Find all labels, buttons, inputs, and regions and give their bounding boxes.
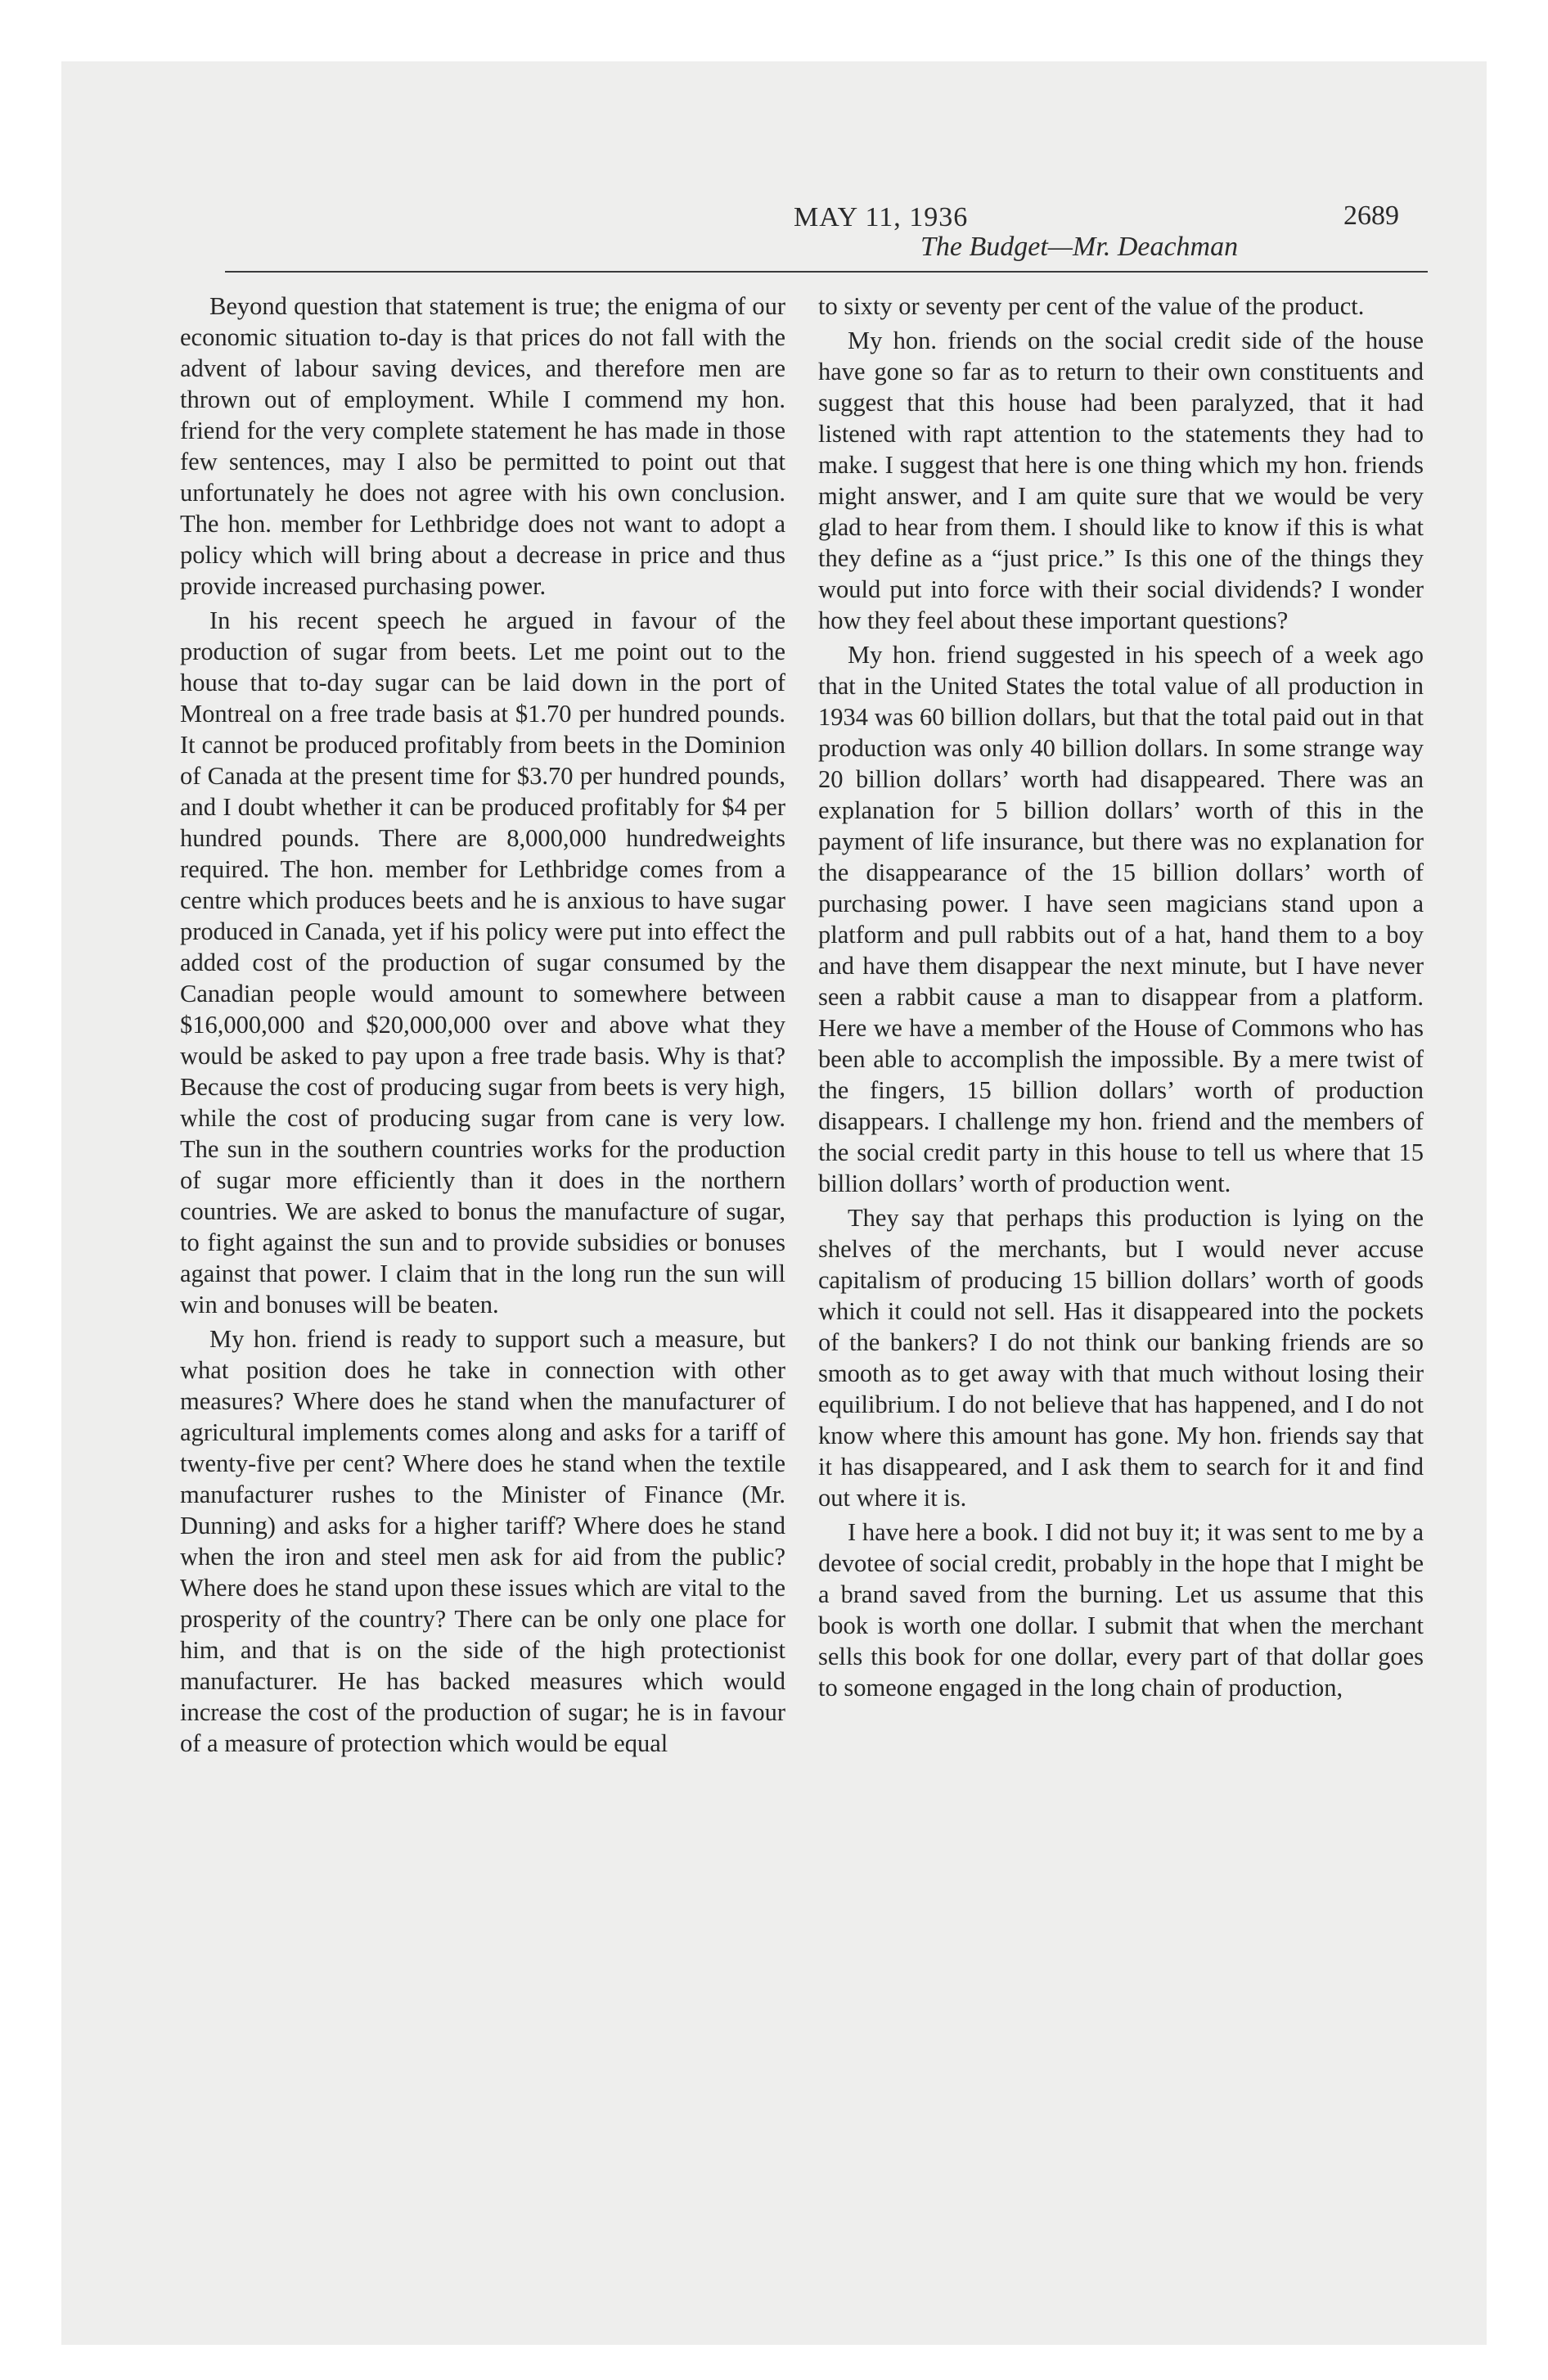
page-date: MAY 11, 1936 <box>794 202 969 232</box>
paragraph: They say that perhaps this production is lying on the shelves of the merchants, but I would never accuse capitalism of producing 15 billion dollars’ worth of goods which it could not sell. Has it disappeared into the pockets of the bankers? I do not think our banking friends are so smooth as to get away with that much without losing their equilibrium. I do not believe that has happened, and I do not know where this amount has gone. My hon. friends say that it has disappeared, and I ask them to search for it and find out where it is. <box>818 1204 1424 1512</box>
left-column <box>180 291 785 1762</box>
paragraph: Beyond question that statement is true; the enigma of our economic situation to-day is that prices do not fall with the advent of labour saving devices, and therefore men are thrown out of employment. While I commend my hon. friend for the very complete statement he has made in those few sentences, may I also be permitted to point out that unfortunately he does not agree with his own conclusion. The hon. member for Lethbridge does not want to adopt a policy which will bring about a decrease in price and thus provide increased purchasing power. <box>180 292 785 600</box>
page-header <box>225 143 1428 262</box>
paragraph: I have here a book. I did not buy it; it was sent to me by a devotee of social credit, probably in the hope that I might be a brand saved from the burning. Let us assume that this book is worth one dollar. I submit that when the merchant sells this book for one dollar, every part of that dollar goes to someone engaged in the long chain of production, <box>818 1518 1424 1702</box>
right-column <box>818 291 1424 1706</box>
scanned-page <box>61 61 1487 2345</box>
paragraph: My hon. friend suggested in his speech of a week ago that in the United States the total value of all production in 1934 was 60 billion dollars, but that the total paid out in that production was only 40 billion dollars. In some strange way 20 billion dollars’ worth had disappeared. There was an explanation for 5 billion dollars’ worth of this in the payment of life insurance, but there was no explanation for the disappearance of the 15 billion dollars’ worth of purchasing power. I have seen magicians stand upon a platform and pull rabbits out of a hat, hand them to a boy and have them disappear the next minute, but I have never seen a rabbit cause a man to disappear from a platform. Here we have a member of the House of Commons who has been able to accomplish the impossible. By a mere twist of the fingers, 15 billion dollars’ worth of production disappears. I challenge my hon. friend and the members of the social credit party in this house to tell us where that 15 billion dollars’ worth of production went. <box>818 641 1424 1197</box>
page-number: 2689 <box>1343 201 1399 231</box>
header-rule <box>225 271 1428 273</box>
paragraph: In his recent speech he argued in favour of the production of sugar from beets. Let me point out to the house that to-day sugar can be laid down in the port of Montreal on a free trade basis at $1.70 per hundred pounds. It cannot be produced profitably from beets in the Dominion of Canada at the present time for $3.70 per hundred pounds, and I doubt whether it can be produced profitably for $4 per hundred pounds. There are 8,000,000 hundredweights required. The hon. member for Lethbridge comes from a centre which produces beets and he is anxious to have sugar produced in Canada, yet if his policy were put into effect the added cost of the production of sugar consumed by the Canadian people would amount to somewhere between $16,000,000 and $20,000,000 over and above what they would be asked to pay upon a free trade basis. Why is that? Because the cost of producing sugar from beets is very high, while the cost of producing sugar from cane is very low. The sun in the southern countries works for the production of sugar more efficiently than it does in the northern countries. We are asked to bonus the manufacture of sugar, to fight against the sun and to provide subsidies or bonuses against that power. I claim that in the long run the sun will win and bonuses will be beaten. <box>180 606 785 1318</box>
paragraph: to sixty or seventy per cent of the value of the product. <box>818 292 1365 320</box>
paragraph: My hon. friends on the social credit side of the house have gone so far as to return to their own constituents and suggest that this house had been paralyzed, that it had listened with rapt attention to the statements they had to make. I suggest that here is one thing which my hon. friends might answer, and I am quite sure that we would be very glad to hear from them. I should like to know if this is what they define as a “just price.” Is this one of the things they would put into force with their social dividends? I wonder how they feel about these important questions? <box>818 327 1424 634</box>
running-head: The Budget—Mr. Deachman <box>920 232 1239 262</box>
paragraph: My hon. friend is ready to support such a measure, but what position does he take in connection with other measures? Where does he stand when the manufacturer of agricultural implements comes along and asks for a tariff of twenty-five per cent? Where does he stand when the textile manufacturer rushes to the Minister of Finance (Mr. Dunning) and asks for a higher tariff? Where does he stand when the iron and steel men ask for aid from the public? Where does he stand upon these issues which are vital to the prosperity of the country? There can be only one place for him, and that is on the side of the high protectionist manufacturer. He has backed measures which would increase the cost of the production of sugar; he is in favour of a measure of protection which would be equal <box>180 1325 785 1757</box>
